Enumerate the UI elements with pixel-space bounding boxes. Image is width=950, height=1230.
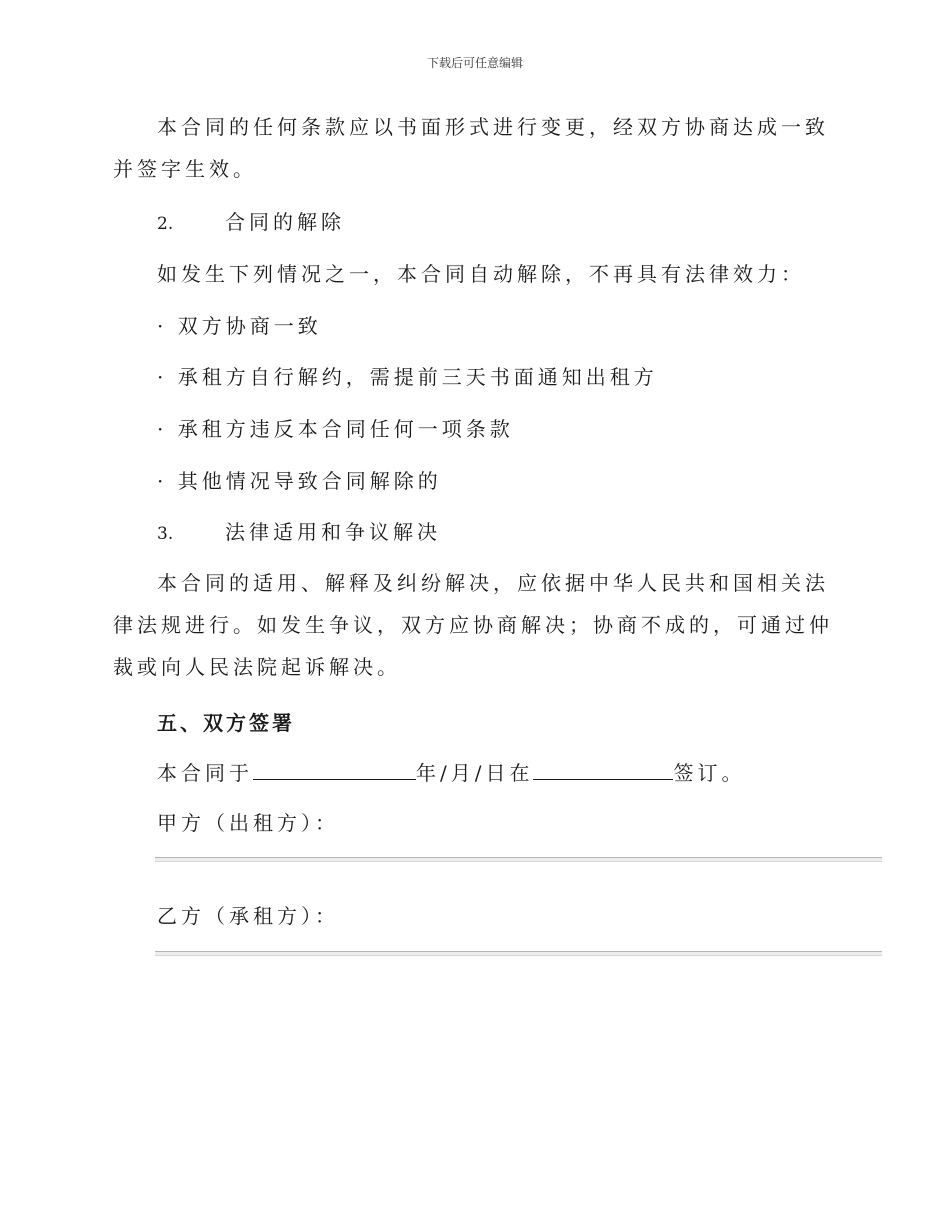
bullet-item: · 承租方自行解约，需提前三天书面通知出租方 (157, 365, 658, 389)
party-a-label: 甲方（出租方）： (157, 811, 339, 835)
place-blank (533, 759, 673, 780)
bullet-item: · 双方协商一致 (157, 314, 322, 338)
bullet-item: · 承租方违反本合同任何一项条款 (157, 417, 514, 441)
clause-change-paragraph: 本合同的任何条款应以书面形式进行变更，经双方协商达成一致并签字生效。 (113, 115, 829, 181)
section-3-heading (157, 520, 441, 546)
page-header-note: 下载后可任意编辑 (426, 56, 523, 70)
section-2-number: 2. (157, 214, 174, 234)
section-3-title: 法律适用和争议解决 (225, 520, 441, 544)
party-b-label: 乙方（承租方）： (157, 904, 339, 928)
termination-intro: 如发生下列情况之一，本合同自动解除，不再具有法律效力： (157, 262, 805, 286)
party-a-signature-line (155, 857, 882, 862)
date-middle: 年/月/日在 (416, 761, 534, 785)
party-b-signature-line (155, 951, 882, 956)
section-3-number: 3. (157, 524, 174, 544)
signing-section-heading: 五、双方签署 (157, 711, 295, 735)
signing-date-line (157, 759, 745, 785)
date-suffix: 签订。 (673, 761, 746, 785)
date-prefix: 本合同于 (157, 761, 253, 785)
section-2-title: 合同的解除 (225, 210, 345, 234)
section-2-heading (157, 210, 345, 236)
law-dispute-paragraph: 本合同的适用、解释及纠纷解决，应依据中华人民共和国相关法律法规进行。如发生争议，双方应协商解决；协商不成的，可通过仲裁或向人民法院起诉解决。 (113, 571, 833, 679)
bullet-item: · 其他情况导致合同解除的 (157, 469, 442, 493)
date-blank (253, 759, 416, 780)
